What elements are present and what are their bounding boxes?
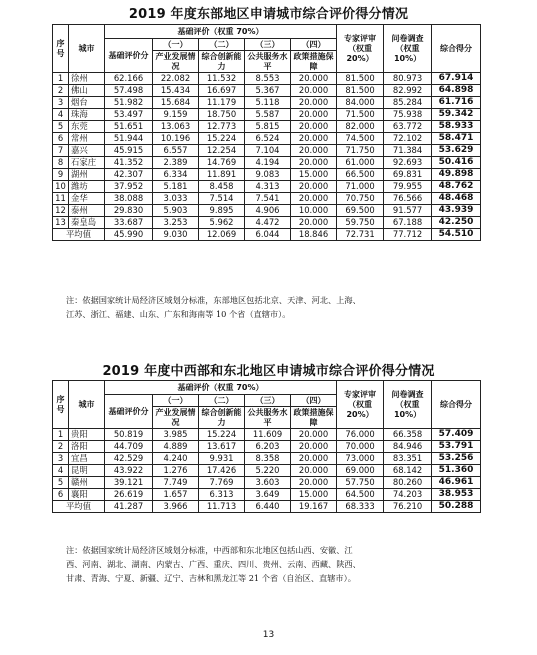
cell-expert: 73.000	[337, 453, 384, 465]
header-c1-name: 产业发展情况	[153, 407, 199, 429]
avg-survey: 76.210	[384, 501, 432, 513]
cell-c1: 9.159	[153, 109, 199, 121]
cell-c1: 2.389	[153, 157, 199, 169]
cell-base: 62.166	[105, 73, 153, 85]
cell-expert: 69.500	[337, 205, 384, 217]
cell-c4: 20.000	[291, 441, 337, 453]
table-row	[53, 441, 481, 453]
cell-c4: 20.000	[291, 429, 337, 441]
table-row	[53, 85, 481, 97]
cell-c2: 8.458	[199, 181, 245, 193]
avg-c4: 18.846	[291, 229, 337, 241]
cell-survey: 66.358	[384, 429, 432, 441]
header-seq: 序号	[53, 25, 69, 73]
cell-total: 38.953	[432, 489, 481, 501]
cell-c4: 20.000	[291, 73, 337, 85]
table-row	[53, 97, 481, 109]
cell-city: 洛阳	[69, 441, 105, 453]
cell-c3: 8.358	[245, 453, 291, 465]
cell-seq: 12	[53, 205, 69, 217]
cell-city: 秦皇岛	[69, 217, 105, 229]
cell-c1: 15.434	[153, 85, 199, 97]
cell-expert: 69.000	[337, 465, 384, 477]
table-row	[53, 205, 481, 217]
cell-c2: 9.931	[199, 453, 245, 465]
cell-expert: 71.750	[337, 145, 384, 157]
cell-seq: 2	[53, 441, 69, 453]
cell-survey: 68.142	[384, 465, 432, 477]
cell-total: 64.898	[432, 85, 481, 97]
cell-c3: 8.553	[245, 73, 291, 85]
cell-seq: 10	[53, 181, 69, 193]
cell-c1: 10.196	[153, 133, 199, 145]
cell-c1: 5.181	[153, 181, 199, 193]
avg-total: 50.288	[432, 501, 481, 513]
table-row	[53, 489, 481, 501]
cell-city: 昆明	[69, 465, 105, 477]
cell-c3: 11.609	[245, 429, 291, 441]
table1-note-line: 注：依据国家统计局经济区域划分标准，东部地区包括北京、天津、河北、上海、	[66, 295, 361, 305]
cell-c3: 4.472	[245, 217, 291, 229]
cell-city: 珠海	[69, 109, 105, 121]
cell-expert: 66.500	[337, 169, 384, 181]
header-c2-name: 综合创新能力	[199, 51, 245, 73]
cell-c4: 20.000	[291, 109, 337, 121]
avg-c1: 3.966	[153, 501, 199, 513]
cell-c2: 11.179	[199, 97, 245, 109]
cell-c4: 20.000	[291, 181, 337, 193]
cell-survey: 69.831	[384, 169, 432, 181]
cell-seq: 6	[53, 133, 69, 145]
cell-seq: 4	[53, 109, 69, 121]
cell-c3: 5.367	[245, 85, 291, 97]
cell-c3: 6.524	[245, 133, 291, 145]
cell-expert: 57.750	[337, 477, 384, 489]
cell-c2: 13.617	[199, 441, 245, 453]
cell-c1: 3.253	[153, 217, 199, 229]
table-row	[53, 133, 481, 145]
cell-expert: 71.500	[337, 109, 384, 121]
header-c4-name: 政策措施保障	[291, 407, 337, 429]
cell-c1: 3.985	[153, 429, 199, 441]
cell-base: 33.687	[105, 217, 153, 229]
cell-expert: 74.500	[337, 133, 384, 145]
table1-title: 2019 年度东部地区申请城市综合评价得分情况	[128, 7, 409, 22]
cell-seq: 13	[53, 217, 69, 229]
header-survey: 问卷调查（权重 10%）	[384, 25, 432, 73]
cell-seq: 6	[53, 489, 69, 501]
cell-base: 29.830	[105, 205, 153, 217]
cell-base: 45.915	[105, 145, 153, 157]
avg-total: 54.510	[432, 229, 481, 241]
cell-c4: 10.000	[291, 205, 337, 217]
cell-c3: 4.194	[245, 157, 291, 169]
cell-city: 佛山	[69, 85, 105, 97]
avg-c3: 6.440	[245, 501, 291, 513]
cell-base: 51.651	[105, 121, 153, 133]
cell-c2: 12.773	[199, 121, 245, 133]
cell-survey: 84.946	[384, 441, 432, 453]
cell-total: 48.762	[432, 181, 481, 193]
cell-base: 51.982	[105, 97, 153, 109]
header-c4-name: 政策措施保障	[291, 51, 337, 73]
cell-expert: 71.000	[337, 181, 384, 193]
table-row	[53, 145, 481, 157]
cell-total: 57.409	[432, 429, 481, 441]
cell-c4: 20.000	[291, 453, 337, 465]
cell-c1: 4.240	[153, 453, 199, 465]
cell-total: 67.914	[432, 73, 481, 85]
cell-seq: 8	[53, 157, 69, 169]
cell-seq: 11	[53, 193, 69, 205]
header-c4-num: （四）	[291, 39, 337, 51]
cell-base: 37.952	[105, 181, 153, 193]
cell-c4: 20.000	[291, 145, 337, 157]
cell-c4: 20.000	[291, 85, 337, 97]
table-row	[53, 73, 481, 85]
header-total: 综合得分	[432, 381, 481, 429]
header-c2-name: 综合创新能力	[199, 407, 245, 429]
cell-base: 39.121	[105, 477, 153, 489]
average-row	[53, 229, 481, 241]
header-expert: 专家评审（权重 20%）	[337, 381, 384, 429]
cell-c3: 5.587	[245, 109, 291, 121]
cell-c1: 1.657	[153, 489, 199, 501]
cell-c1: 7.749	[153, 477, 199, 489]
cell-city: 常州	[69, 133, 105, 145]
cell-seq: 5	[53, 121, 69, 133]
cell-c3: 7.541	[245, 193, 291, 205]
avg-base: 45.990	[105, 229, 153, 241]
cell-survey: 74.203	[384, 489, 432, 501]
cell-c1: 4.889	[153, 441, 199, 453]
cell-c2: 9.895	[199, 205, 245, 217]
cell-survey: 76.566	[384, 193, 432, 205]
header-city: 城市	[69, 381, 105, 429]
cell-base: 50.819	[105, 429, 153, 441]
header-total: 综合得分	[432, 25, 481, 73]
cell-city: 潍坊	[69, 181, 105, 193]
cell-survey: 80.973	[384, 73, 432, 85]
table-row	[53, 169, 481, 181]
cell-survey: 92.693	[384, 157, 432, 169]
cell-c2: 15.224	[199, 429, 245, 441]
cell-city: 赣州	[69, 477, 105, 489]
cell-c2: 15.224	[199, 133, 245, 145]
cell-survey: 80.260	[384, 477, 432, 489]
header-c3-num: （三）	[245, 39, 291, 51]
cell-c4: 15.000	[291, 489, 337, 501]
cell-c4: 20.000	[291, 477, 337, 489]
cell-city: 徐州	[69, 73, 105, 85]
avg-c4: 19.167	[291, 501, 337, 513]
cell-c1: 6.557	[153, 145, 199, 157]
cell-survey: 79.955	[384, 181, 432, 193]
cell-total: 53.629	[432, 145, 481, 157]
cell-total: 53.791	[432, 441, 481, 453]
cell-c4: 20.000	[291, 133, 337, 145]
header-c4-num: （四）	[291, 395, 337, 407]
cell-c4: 20.000	[291, 217, 337, 229]
cell-c1: 22.082	[153, 73, 199, 85]
avg-c1: 9.030	[153, 229, 199, 241]
cell-c2: 17.426	[199, 465, 245, 477]
cell-total: 51.360	[432, 465, 481, 477]
cell-survey: 75.938	[384, 109, 432, 121]
cell-c4: 20.000	[291, 157, 337, 169]
cell-c3: 3.603	[245, 477, 291, 489]
cell-c3: 9.083	[245, 169, 291, 181]
header-c2-num: （二）	[199, 395, 245, 407]
cell-c2: 16.697	[199, 85, 245, 97]
table2-note	[66, 543, 486, 585]
cell-total: 49.898	[432, 169, 481, 181]
table-row	[53, 181, 481, 193]
cell-total: 50.416	[432, 157, 481, 169]
header-c3-name: 公共服务水平	[245, 51, 291, 73]
cell-survey: 83.351	[384, 453, 432, 465]
table-row	[53, 157, 481, 169]
cell-expert: 81.500	[337, 85, 384, 97]
table-row	[53, 465, 481, 477]
cell-seq: 2	[53, 85, 69, 97]
cell-city: 泰州	[69, 205, 105, 217]
cell-city: 石家庄	[69, 157, 105, 169]
cell-c2: 12.254	[199, 145, 245, 157]
header-c1-num: （一）	[153, 39, 199, 51]
table-row	[53, 121, 481, 133]
cell-c1: 15.684	[153, 97, 199, 109]
header-c2-num: （二）	[199, 39, 245, 51]
cell-c2: 5.962	[199, 217, 245, 229]
cell-city: 宜昌	[69, 453, 105, 465]
cell-total: 46.961	[432, 477, 481, 489]
cell-c3: 4.313	[245, 181, 291, 193]
cell-base: 44.709	[105, 441, 153, 453]
cell-expert: 70.750	[337, 193, 384, 205]
cell-seq: 4	[53, 465, 69, 477]
cell-survey: 67.188	[384, 217, 432, 229]
cell-c3: 4.906	[245, 205, 291, 217]
header-base-score: 基础评价分	[105, 395, 153, 429]
cell-survey: 82.992	[384, 85, 432, 97]
average-label: 平均值	[53, 229, 105, 241]
header-c3-num: （三）	[245, 395, 291, 407]
header-c3-name: 公共服务水平	[245, 407, 291, 429]
cell-c2: 18.750	[199, 109, 245, 121]
header-expert: 专家评审（权重 20%）	[337, 25, 384, 73]
cell-c1: 5.903	[153, 205, 199, 217]
table1-note	[66, 293, 486, 321]
cell-survey: 91.577	[384, 205, 432, 217]
cell-expert: 84.000	[337, 97, 384, 109]
header-city: 城市	[69, 25, 105, 73]
cell-city: 东莞	[69, 121, 105, 133]
cell-c2: 7.769	[199, 477, 245, 489]
cell-total: 53.256	[432, 453, 481, 465]
cell-survey: 85.284	[384, 97, 432, 109]
cell-base: 42.529	[105, 453, 153, 465]
cell-c1: 13.063	[153, 121, 199, 133]
table-row	[53, 429, 481, 441]
cell-seq: 1	[53, 73, 69, 85]
cell-survey: 72.102	[384, 133, 432, 145]
cell-city: 贵阳	[69, 429, 105, 441]
cell-base: 26.619	[105, 489, 153, 501]
cell-c4: 20.000	[291, 121, 337, 133]
cell-c2: 6.313	[199, 489, 245, 501]
cell-c3: 5.815	[245, 121, 291, 133]
avg-expert: 68.333	[337, 501, 384, 513]
header-seq: 序号	[53, 381, 69, 429]
table-row	[53, 217, 481, 229]
cell-base: 38.088	[105, 193, 153, 205]
cell-total: 42.250	[432, 217, 481, 229]
cell-base: 57.498	[105, 85, 153, 97]
cell-seq: 5	[53, 477, 69, 489]
cell-c2: 7.514	[199, 193, 245, 205]
header-survey: 问卷调查（权重 10%）	[384, 381, 432, 429]
avg-c2: 11.713	[199, 501, 245, 513]
cell-city: 襄阳	[69, 489, 105, 501]
cell-c1: 6.334	[153, 169, 199, 181]
cell-c4: 15.000	[291, 169, 337, 181]
avg-c3: 6.044	[245, 229, 291, 241]
table2-note-line: 注：依据国家统计局经济区域划分标准，中西部和东北地区包括山西、安徽、江	[66, 545, 353, 555]
avg-c2: 12.069	[199, 229, 245, 241]
cell-base: 43.922	[105, 465, 153, 477]
cell-total: 59.342	[432, 109, 481, 121]
cell-seq: 7	[53, 145, 69, 157]
cell-base: 51.944	[105, 133, 153, 145]
cell-city: 嘉兴	[69, 145, 105, 157]
cell-seq: 1	[53, 429, 69, 441]
header-base-group: 基础评价（权重 70%）	[105, 25, 337, 39]
table1-note-line: 江苏、浙江、福建、山东、广东和海南等 10 个省（直辖市）。	[66, 309, 291, 319]
table1	[52, 24, 481, 241]
cell-expert: 59.750	[337, 217, 384, 229]
cell-seq: 3	[53, 453, 69, 465]
header-c1-name: 产业发展情况	[153, 51, 199, 73]
cell-c2: 14.769	[199, 157, 245, 169]
cell-c2: 11.532	[199, 73, 245, 85]
average-row	[53, 501, 481, 513]
cell-base: 42.307	[105, 169, 153, 181]
cell-base: 53.497	[105, 109, 153, 121]
avg-base: 41.287	[105, 501, 153, 513]
cell-seq: 3	[53, 97, 69, 109]
cell-expert: 82.000	[337, 121, 384, 133]
avg-survey: 77.712	[384, 229, 432, 241]
cell-expert: 81.500	[337, 73, 384, 85]
cell-total: 61.716	[432, 97, 481, 109]
cell-city: 金华	[69, 193, 105, 205]
cell-expert: 76.000	[337, 429, 384, 441]
table-row	[53, 477, 481, 489]
avg-expert: 72.731	[337, 229, 384, 241]
cell-c3: 5.220	[245, 465, 291, 477]
cell-c1: 3.033	[153, 193, 199, 205]
cell-city: 烟台	[69, 97, 105, 109]
table-row	[53, 109, 481, 121]
cell-expert: 70.000	[337, 441, 384, 453]
cell-total: 43.939	[432, 205, 481, 217]
cell-survey: 63.772	[384, 121, 432, 133]
page-number: 13	[262, 630, 275, 640]
average-label: 平均值	[53, 501, 105, 513]
table2-note-line: 甘肃、青海、宁夏、新疆、辽宁、吉林和黑龙江等 21 个省（自治区、直辖市）。	[66, 573, 356, 583]
table-row	[53, 193, 481, 205]
cell-c3: 3.649	[245, 489, 291, 501]
cell-total: 48.468	[432, 193, 481, 205]
cell-seq: 9	[53, 169, 69, 181]
cell-total: 58.933	[432, 121, 481, 133]
cell-survey: 71.384	[384, 145, 432, 157]
table2	[52, 380, 481, 513]
cell-c1: 1.276	[153, 465, 199, 477]
table2-note-line: 西、河南、湖北、湖南、内蒙古、广西、重庆、四川、贵州、云南、西藏、陕西、	[66, 559, 361, 569]
table-row	[53, 453, 481, 465]
cell-base: 41.352	[105, 157, 153, 169]
header-base-group: 基础评价（权重 70%）	[105, 381, 337, 395]
cell-city: 湖州	[69, 169, 105, 181]
header-c1-num: （一）	[153, 395, 199, 407]
cell-c3: 5.118	[245, 97, 291, 109]
cell-total: 58.471	[432, 133, 481, 145]
cell-c4: 20.000	[291, 465, 337, 477]
table2-title: 2019 年度中西部和东北地区申请城市综合评价得分情况	[102, 364, 435, 379]
cell-c4: 20.000	[291, 97, 337, 109]
cell-expert: 61.000	[337, 157, 384, 169]
cell-c2: 11.891	[199, 169, 245, 181]
cell-c3: 6.203	[245, 441, 291, 453]
cell-c3: 7.104	[245, 145, 291, 157]
cell-expert: 64.500	[337, 489, 384, 501]
header-base-score: 基础评价分	[105, 39, 153, 73]
cell-c4: 20.000	[291, 193, 337, 205]
